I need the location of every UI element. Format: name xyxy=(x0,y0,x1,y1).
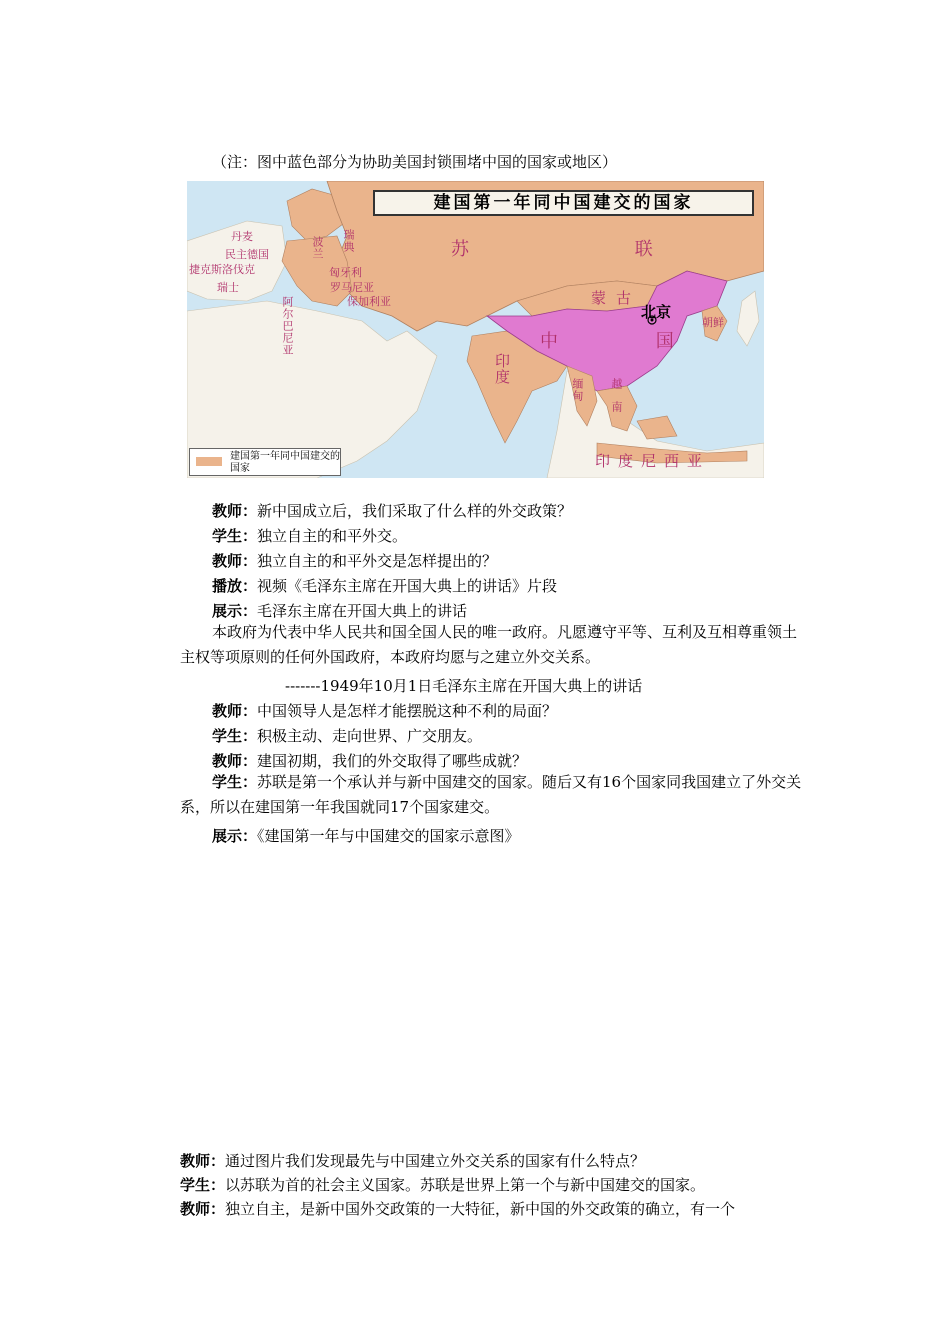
dialogue-line xyxy=(180,1174,705,1195)
utterance: 独立自主的和平外交是怎样提出的？ xyxy=(257,552,498,570)
diplomatic-map xyxy=(187,181,764,478)
label-denmark: 丹麦 xyxy=(231,230,253,243)
label-india: 印度 xyxy=(493,353,511,385)
speaker: 学生： xyxy=(212,773,258,791)
label-czechoslovakia: 捷克斯洛伐克 xyxy=(189,263,255,276)
dialogue-line xyxy=(212,700,557,721)
speaker: 播放： xyxy=(212,577,258,595)
map-legend xyxy=(189,448,341,476)
label-bulgaria: 保加利亚 xyxy=(347,295,391,308)
label-east-germany: 民主德国 xyxy=(225,248,269,261)
dialogue-line xyxy=(212,725,482,746)
label-soviet-union: 苏 联 xyxy=(451,239,733,260)
dialogue-line xyxy=(180,1198,735,1219)
dialogue-line xyxy=(212,825,520,846)
dialogue-line xyxy=(180,1150,645,1171)
utterance: 独立自主，是新中国外交政策的一大特征，新中国的外交政策的确立，有一个 xyxy=(225,1200,736,1218)
speaker: 教师： xyxy=(180,1152,226,1170)
label-burma: 缅甸 xyxy=(571,378,584,402)
label-indonesia: 印度尼西亚 xyxy=(595,452,711,470)
label-beijing: 北京 xyxy=(641,303,672,321)
utterance: 独立自主的和平外交。 xyxy=(257,527,408,545)
quote-text: 本政府为代表中华人民共和国全国人民的唯一政府。凡愿遵守平等、互利及互相尊重领土主权等项原则的任何外国政府，本政府均愿与之建立外交关系。 xyxy=(180,623,798,666)
quote-source: -------1949年10月1日毛泽东主席在开国大典上的讲话 xyxy=(285,677,643,695)
speaker: 教师： xyxy=(212,502,258,520)
label-switzerland: 瑞士 xyxy=(217,281,239,294)
speaker: 教师： xyxy=(212,702,258,720)
speaker: 教师： xyxy=(212,552,258,570)
map-note: （注：图中蓝色部分为协助美国封锁围堵中国的国家或地区） xyxy=(212,153,618,171)
label-sweden: 瑞典 xyxy=(342,229,355,253)
label-korea: 朝鲜 xyxy=(702,316,724,329)
label-vietnam: 越南 xyxy=(610,378,623,424)
utterance: 中国领导人是怎样才能摆脱这种不利的局面？ xyxy=(257,702,558,720)
label-romania: 罗马尼亚 xyxy=(330,281,374,294)
dialogue-line xyxy=(212,550,497,571)
speaker: 学生： xyxy=(212,727,258,745)
utterance: 积极主动、走向世界、广交朋友。 xyxy=(257,727,483,745)
speaker: 展示： xyxy=(212,602,258,620)
dialogue-line xyxy=(212,500,572,521)
utterance: 毛泽东主席在开国大典上的讲话 xyxy=(257,602,468,620)
speaker: 展示： xyxy=(212,827,258,845)
label-mongolia: 蒙古 xyxy=(591,289,642,307)
utterance: 建国初期，我们的外交取得了哪些成就？ xyxy=(257,752,528,770)
utterance: 以苏联为首的社会主义国家。苏联是世界上第一个与新中国建交的国家。 xyxy=(225,1176,706,1194)
dialogue-line xyxy=(212,750,527,771)
utterance: 苏联是第一个承认并与新中国建交的国家。随后又有16个国家同我国建立了外交关系，所以在建国第一年我国就同17个国家建交。 xyxy=(180,773,802,816)
student-answer xyxy=(180,770,810,820)
speaker: 学生： xyxy=(212,527,258,545)
speaker: 学生： xyxy=(180,1176,226,1194)
dialogue-line xyxy=(212,575,557,596)
legend-swatch xyxy=(196,457,222,466)
speaker: 教师： xyxy=(212,752,258,770)
utterance: 通过图片我们发现最先与中国建立外交关系的国家有什么特点？ xyxy=(225,1152,646,1170)
label-poland: 波兰 xyxy=(311,236,324,260)
utterance: 视频《毛泽东主席在开国大典上的讲话》片段 xyxy=(257,577,558,595)
label-china: 中 国 xyxy=(540,331,720,352)
speaker: 教师： xyxy=(180,1200,226,1218)
legend-text: 建国第一年同中国建交的国家 xyxy=(230,451,340,474)
utterance: 新中国成立后，我们采取了什么样的外交政策？ xyxy=(257,502,573,520)
utterance: 《建国第一年与中国建交的国家示意图》 xyxy=(257,827,520,845)
dialogue-line xyxy=(212,525,407,546)
dialogue-line xyxy=(212,600,467,621)
map-title: 建国第一年同中国建交的国家 xyxy=(373,190,754,216)
label-albania: 阿尔巴尼亚 xyxy=(281,296,294,356)
label-hungary: 匈牙利 xyxy=(329,266,362,279)
